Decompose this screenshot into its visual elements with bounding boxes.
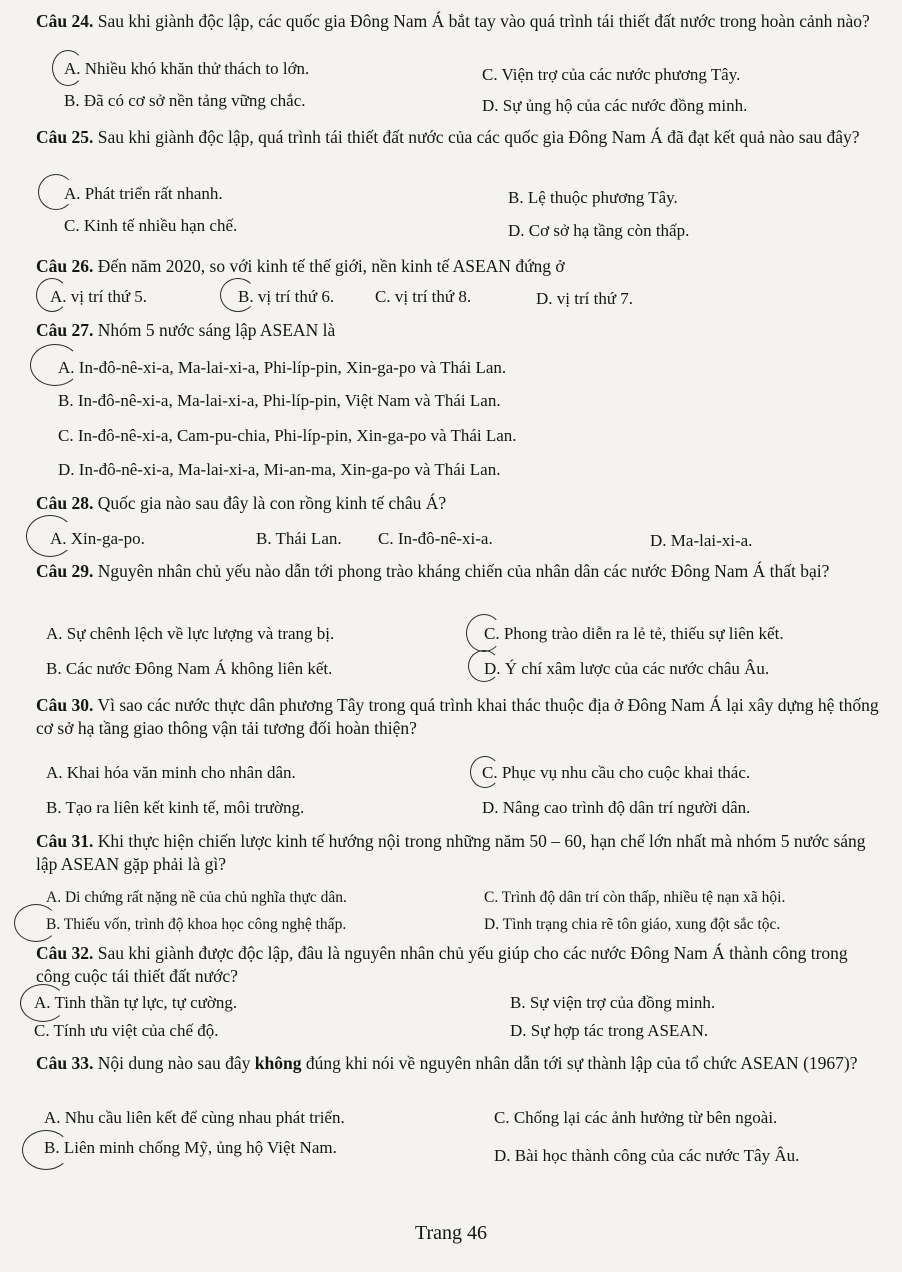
answer-circle-mark [30,344,80,386]
option-a: A. Nhiều khó khăn thử thách to lớn. [64,59,310,78]
question-text: Sau khi giành độc lập, các quốc gia Đông Nam Á bắt tay vào quá trình tái thiết đất nước trong hoàn cảnh nào? [97,11,870,31]
question-29 [36,560,886,583]
answer-circle-mark [38,174,74,210]
option-c: C. Kinh tế nhiều hạn chế. [64,216,238,235]
option-c: C. vị trí thứ 8. [375,287,472,306]
question-text: Đến năm 2020, so với kinh tế thế giới, nền kinh tế ASEAN đứng ở [97,256,565,276]
question-26 [36,255,886,278]
question-24 [36,10,886,33]
option-c: C. Chống lại các ảnh hưởng từ bên ngoài. [494,1108,778,1127]
question-33 [36,1052,886,1075]
question-number: Câu 27. [36,320,94,340]
option-b: B. Liên minh chống Mỹ, ủng hộ Việt Nam. [44,1138,337,1157]
question-number: Câu 26. [36,256,94,276]
option-b: B. Thiếu vốn, trình độ khoa học công nghệ thấp. [46,916,347,933]
question-number: Câu 25. [36,127,94,147]
question-text-after: đúng khi nói về nguyên nhân dẫn tới sự thành lập của tổ chức ASEAN (1967)? [305,1053,858,1073]
answer-circle-mark [52,50,84,86]
option-b: B. Lệ thuộc phương Tây. [508,188,678,207]
option-d: D. Nâng cao trình độ dân trí người dân. [482,798,751,817]
question-text: Quốc gia nào sau đây là con rồng kinh tế châu Á? [97,493,447,513]
option-d: D. Tình trạng chia rẽ tôn giáo, xung đột sắc tộc. [484,916,781,933]
question-text: Nguyên nhân chủ yếu nào dẫn tới phong trào kháng chiến của nhân dân các nước Đông Nam Á thất bại? [97,561,830,581]
answer-circle-mark [22,1130,70,1170]
answer-circle-mark [36,278,68,312]
option-a: A. Khai hóa văn minh cho nhân dân. [46,763,296,782]
option-c: C. Viện trợ của các nước phương Tây. [482,65,741,84]
option-d: D. Sự hợp tác trong ASEAN. [510,1021,709,1040]
question-number: Câu 30. [36,695,94,715]
question-text: Khi thực hiện chiến lược kinh tế hướng nội trong những năm 50 – 60, hạn chế lớn nhất mà nhóm 5 nước sáng lập ASEAN gặp phải là gì? [36,831,866,874]
option-d: D. Cơ sở hạ tầng còn thấp. [508,221,690,240]
option-d: D. Bài học thành công của các nước Tây Âu. [494,1146,800,1165]
option-c: C. Trình độ dân trí còn thấp, nhiều tệ nạn xã hội. [484,889,786,906]
option-a: A. Di chứng rất nặng nề của chủ nghĩa thực dân. [46,889,347,906]
question-30 [36,694,886,740]
option-d: D. vị trí thứ 7. [536,289,634,308]
answer-circle-mark [468,650,500,682]
question-number: Câu 33. [36,1053,94,1073]
question-text-emphasis: không [254,1053,302,1073]
question-number: Câu 24. [36,11,94,31]
question-32 [36,942,886,988]
question-28 [36,492,886,515]
option-c: C. Phong trào diễn ra lẻ tẻ, thiếu sự liên kết. [484,624,784,643]
question-text: Sau khi giành được độc lập, đâu là nguyên nhân chủ yếu giúp cho các nước Đông Nam Á thành công trong công cuộc tái thiết đất nước? [36,943,848,986]
option-c: C. Tính ưu việt của chế độ. [34,1021,219,1040]
question-27 [36,319,886,342]
option-c: C. In-đô-nê-xi-a, Cam-pu-chia, Phi-líp-pin, Xin-ga-po và Thái Lan. [58,426,517,445]
page-number: Trang 46 [414,1222,488,1244]
option-d: D. In-đô-nê-xi-a, Ma-lai-xi-a, Mi-an-ma, Xin-ga-po và Thái Lan. [58,460,501,479]
question-number: Câu 28. [36,493,94,513]
option-a: A. vị trí thứ 5. [50,287,148,306]
question-text: Sau khi giành độc lập, quá trình tái thiết đất nước của các quốc gia Đông Nam Á đã đạt kết quả nào sau đây? [97,127,860,147]
option-d: D. Ý chí xâm lược của các nước châu Âu. [484,659,770,678]
option-b: B. Tạo ra liên kết kinh tế, môi trường. [46,798,305,817]
option-a: A. Phát triển rất nhanh. [64,184,223,203]
option-b: B. vị trí thứ 6. [238,287,335,306]
question-number: Câu 29. [36,561,94,581]
option-c: C. In-đô-nê-xi-a. [378,529,493,548]
question-text: Nhóm 5 nước sáng lập ASEAN là [97,320,336,340]
question-text: Vì sao các nước thực dân phương Tây trong quá trình khai thác thuộc địa ở Đông Nam Á lại xây dựng hệ thống cơ sở hạ tầng giao thông vận tải tương đối hoàn thiện? [36,695,879,738]
answer-circle-mark [26,515,74,557]
option-d: D. Sự ủng hộ của các nước đồng minh. [482,96,748,115]
answer-circle-mark [20,984,66,1022]
question-number: Câu 32. [36,943,94,963]
option-b: B. In-đô-nê-xi-a, Ma-lai-xi-a, Phi-líp-pin, Việt Nam và Thái Lan. [58,391,501,410]
option-a: A. Nhu cầu liên kết để cùng nhau phát triển. [44,1108,345,1127]
answer-circle-mark [220,278,256,312]
option-a: A. Sự chênh lệch về lực lượng và trang bị. [46,624,335,643]
question-25 [36,126,886,149]
option-c: C. Phục vụ nhu cầu cho cuộc khai thác. [482,763,751,782]
answer-circle-mark [470,756,500,788]
option-b: B. Thái Lan. [256,529,342,548]
option-b: B. Đã có cơ sở nền tảng vững chắc. [64,91,306,110]
answer-circle-mark [14,904,58,942]
option-b: B. Các nước Đông Nam Á không liên kết. [46,659,333,678]
option-a: A. Xin-ga-po. [50,529,145,548]
option-a: A. Tinh thần tự lực, tự cường. [34,993,238,1012]
option-b: B. Sự viện trợ của đồng minh. [510,993,716,1012]
option-d: D. Ma-lai-xi-a. [650,531,753,550]
answer-circle-mark [466,614,502,652]
question-31 [36,830,886,876]
question-text-before: Nội dung nào sau đây [97,1053,251,1073]
question-number: Câu 31. [36,831,94,851]
option-a: A. In-đô-nê-xi-a, Ma-lai-xi-a, Phi-líp-pin, Xin-ga-po và Thái Lan. [58,358,507,377]
